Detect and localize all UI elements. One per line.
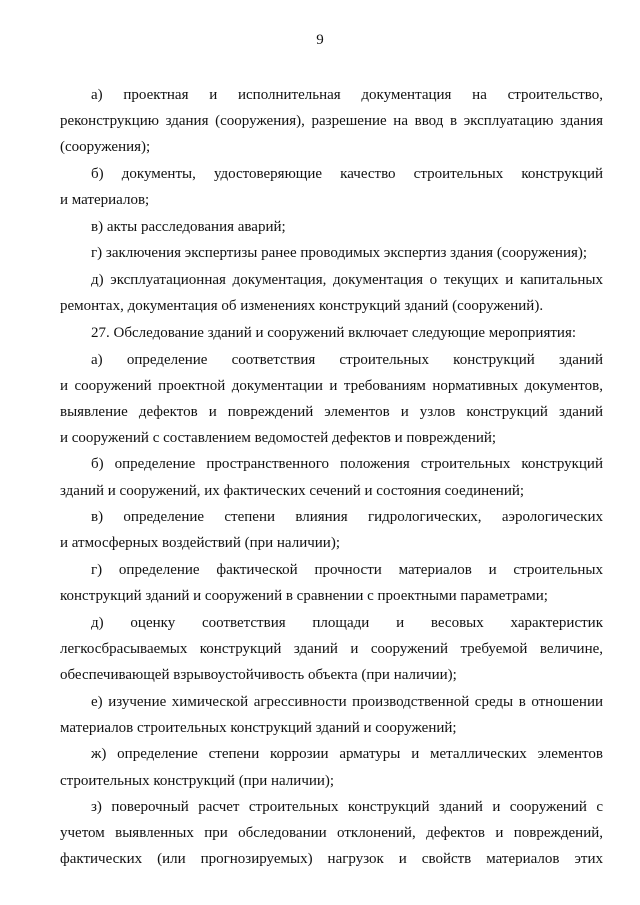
text-line: фактических (или прогнозируемых) нагрузок и свойств материалов этих (60, 851, 603, 868)
text-line: г) заключения экспертизы ранее проводимых экспертиз здания (сооружения); (91, 245, 588, 262)
text-line: г) определение фактической прочности материалов и строительных (91, 562, 603, 579)
text-line: выявление дефектов и повреждений элементов и узлов конструкций зданий (60, 403, 603, 420)
paragraph (60, 320, 603, 346)
text-line: б) определение пространственного положения строительных конструкций (91, 456, 603, 473)
text-line: 27. Обследование зданий и сооружений включает следующие мероприятия: (91, 324, 577, 341)
text-line: строительных конструкций (при наличии); (60, 772, 335, 789)
paragraph (60, 240, 603, 266)
text-line: д) эксплуатационная документация, документация о текущих и капитальных (91, 272, 603, 289)
text-line: в) определение степени влияния гидрологических, аэрологических (91, 509, 603, 526)
paragraph (60, 610, 603, 688)
text-line: и материалов; (60, 191, 150, 208)
text-line: легкосбрасываемых конструкций зданий и сооружений требуемой величине, (60, 640, 603, 657)
paragraph (60, 689, 603, 741)
text-line: учетом выявленных при обследовании отклонений, дефектов и повреждений, (60, 825, 603, 842)
text-line: материалов строительных конструкций зданий и сооружений; (60, 719, 457, 736)
text-line: обеспечивающей взрывоустойчивость объекта (при наличии); (60, 667, 457, 683)
document-body (60, 82, 603, 873)
text-line: ремонтах, документация об изменениях конструкций зданий (сооружений). (60, 298, 544, 315)
paragraph (60, 451, 603, 503)
text-line: д) оценку соответствия площади и весовых характеристик (91, 614, 603, 631)
text-line: зданий и сооружений, их фактических сечений и состояния соединений; (60, 482, 525, 499)
paragraph (60, 82, 603, 160)
paragraph (60, 741, 603, 793)
paragraph (60, 557, 603, 609)
paragraph (60, 347, 603, 451)
page-number: 9 (316, 32, 324, 48)
text-line: б) документы, удостоверяющие качество строительных конструкций (91, 165, 603, 182)
text-line: а) проектная и исполнительная документация на строительство, (91, 87, 603, 103)
text-line: в) акты расследования аварий; (91, 218, 286, 235)
paragraph (60, 504, 603, 556)
text-line: а) определение соответствия строительных конструкций зданий (91, 351, 603, 368)
text-line: и сооружений с составлением ведомостей дефектов и повреждений; (60, 429, 497, 446)
text-line: и атмосферных воздействий (при наличии); (60, 535, 340, 552)
paragraph (60, 214, 603, 240)
text-line: е) изучение химической агрессивности производственной среды в отношении (91, 693, 603, 710)
paragraph (60, 267, 603, 319)
paragraph (60, 794, 603, 872)
text-line: конструкций зданий и сооружений в сравнении с проектными параметрами; (60, 588, 548, 605)
text-line: реконструкцию здания (сооружения), разрешение на ввод в эксплуатацию здания (60, 113, 603, 130)
text-line: з) поверочный расчет строительных конструкций зданий и сооружений с (91, 799, 603, 816)
paragraph (60, 161, 603, 213)
text-line: и сооружений проектной документации и требованиям нормативных документов, (60, 377, 603, 394)
text-line: (сооружения); (60, 139, 151, 156)
text-line: ж) определение степени коррозии арматуры и металлических элементов (91, 746, 603, 763)
